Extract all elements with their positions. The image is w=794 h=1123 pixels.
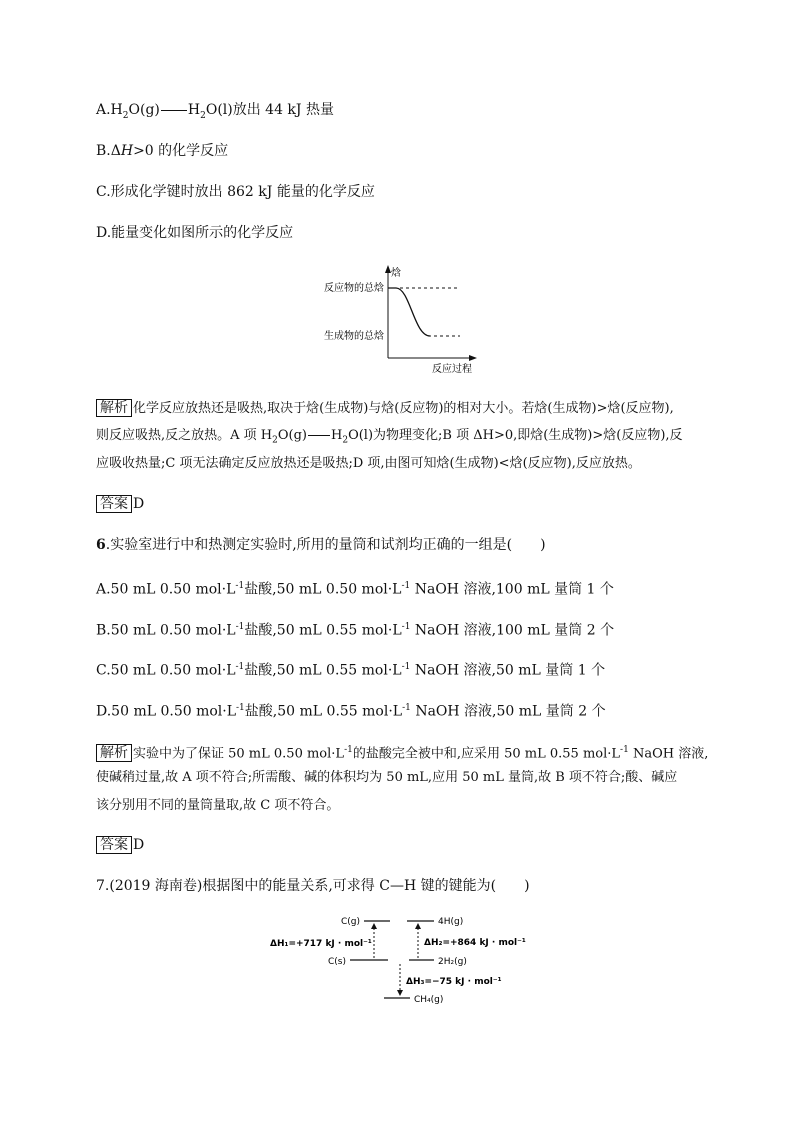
dh2-label: ΔH₂=+864 kJ · mol⁻¹ [424, 938, 526, 948]
upper-level-label: 反应物的总焓 [324, 283, 384, 294]
energy-level-diagram [266, 908, 536, 1012]
x-axis-label: 反应过程 [432, 364, 472, 374]
reaction-arrow [161, 110, 187, 111]
q6-analysis-line1: 解析 实验中为了保证 50 mL 0.50 $mol\cdot L^{-1}$的盐酸完全被中和,应采用 50 mL 0.55 $mol\cdot L^{-1}$ NaOH 溶液, [96, 741, 708, 763]
answer-tag: 答案 [96, 495, 132, 513]
q6-option-a: A.50 mL 0.50 $mol\cdot L^{-1}$盐酸,50 mL 0.50 $mol\cdot L^{-1}$ NaOH 溶液,100 mL 量筒 1 个 [96, 581, 614, 598]
dh1-label: ΔH₁=+717 kJ · mol⁻¹ [270, 939, 372, 949]
reaction-arrow [308, 435, 330, 436]
cs-label: C(s) [328, 957, 346, 967]
ch4-label: CH₄(g) [414, 995, 444, 1005]
lower-level-label: 生成物的总焓 [324, 331, 384, 342]
analysis-tag: 解析 [96, 744, 132, 762]
q5-analysis-line2: 则反应吸热,反之放热。A 项 $H_2O(g)$ $H_2O(l)$为物理变化;B 项 ΔH>0,即焓(生成物)>焓(反应物),反 [96, 428, 683, 446]
cg-label: C(g) [340, 917, 360, 927]
answer-tag: 答案 [96, 836, 132, 854]
q6-option-d: D.50 mL 0.50 $mol\cdot L^{-1}$盐酸,50 mL 0.55 $mol\cdot L^{-1}$ NaOH 溶液,50 mL 量筒 2 个 [96, 703, 606, 720]
enthalpy-diagram [310, 262, 490, 374]
q5-answer: 答案 D [96, 495, 144, 513]
q7-stem: 7.(2019 海南卷)根据图中的能量关系,可求得 C—H 键的键能为( ) [96, 878, 530, 894]
q6-stem: 6.实验室进行中和热测定实验时,所用的量筒和试剂均正确的一组是( ) [96, 537, 546, 553]
q6-analysis-line2: 使碱稍过量,故 A 项不符合;所需酸、碱的体积均为 50 mL,应用 50 mL 量筒,故 B 项不符合;酸、碱应 [96, 770, 678, 785]
q6-option-b: B.50 mL 0.50 $mol\cdot L^{-1}$盐酸,50 mL 0.55 $mol\cdot L^{-1}$ NaOH 溶液,100 mL 量筒 2 个 [96, 622, 615, 639]
q5-option-d: D.能量变化如图所示的化学反应 [96, 225, 294, 241]
y-axis-label: 焓 [391, 268, 401, 279]
q6-answer: 答案 D [96, 836, 144, 854]
q6-option-c: C.50 mL 0.50 $mol\cdot L^{-1}$盐酸,50 mL 0.55 $mol\cdot L^{-1}$ NaOH 溶液,50 mL 量筒 1 个 [96, 662, 606, 679]
q5-analysis-line3: 应吸收热量;C 项无法确定反应放热还是吸热;D 项,由图可知焓(生成物)<焓(反应物),反应放热。 [96, 456, 641, 471]
dh3-label: ΔH₃=−75 kJ · mol⁻¹ [406, 977, 502, 987]
h2-label: 2H₂(g) [438, 957, 467, 967]
analysis-tag: 解析 [96, 399, 132, 417]
q5-option-c: C.形成化学键时放出 862 kJ 能量的化学反应 [96, 184, 375, 200]
q5-option-b: B.ΔH>0 的化学反应 [96, 143, 229, 159]
h4-label: 4H(g) [438, 917, 464, 927]
q5-option-a: $A.H_2O(g)$ $H_2O(l)$放出 44 kJ 热量 [96, 102, 334, 121]
q6-analysis-line3: 该分别用不同的量筒量取,故 C 项不符合。 [96, 798, 340, 813]
q5-analysis-line1: 解析 化学反应放热还是吸热,取决于焓(生成物)与焓(反应物)的相对大小。若焓(生成物)>焓(反应物), [96, 399, 674, 418]
